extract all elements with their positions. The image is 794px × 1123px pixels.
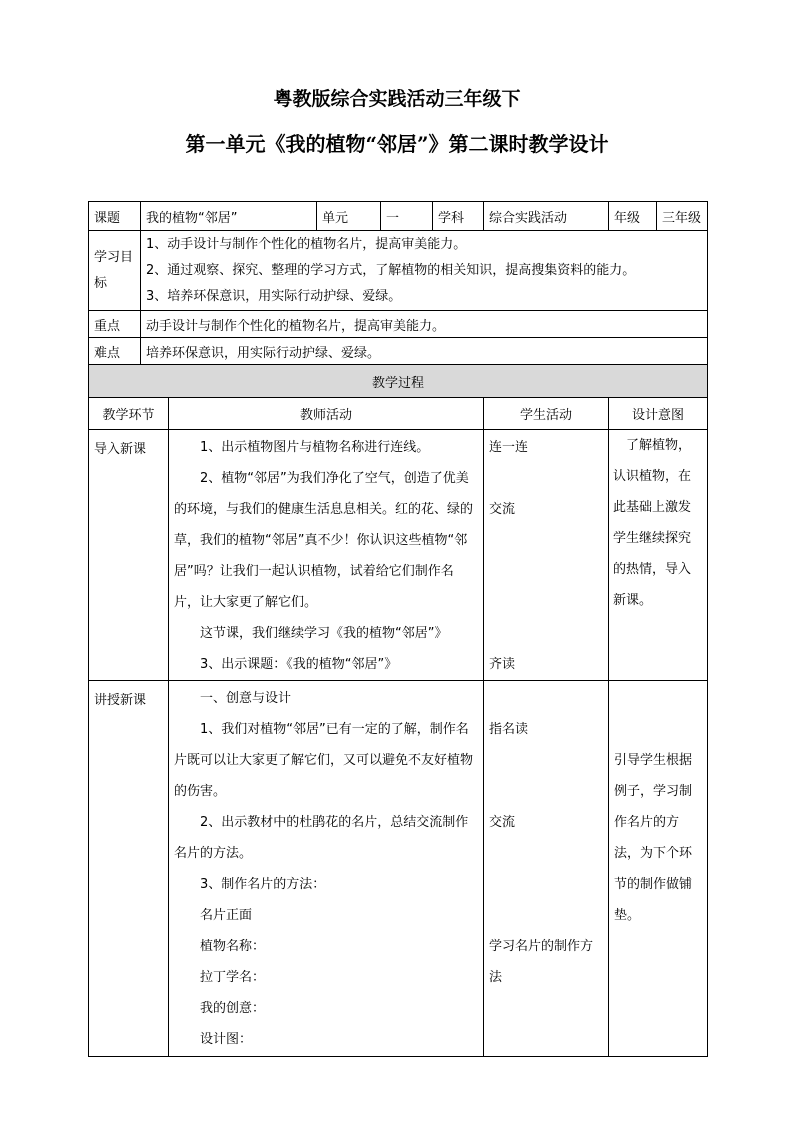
topic-label: 课题	[89, 202, 141, 231]
intro-row	[89, 430, 708, 681]
grade-label: 年级	[609, 202, 657, 231]
difficulty-row	[89, 338, 708, 365]
header-design: 设计意图	[609, 398, 708, 430]
document-subtitle: 第一单元《我的植物“邻居”》第二课时教学设计	[185, 132, 609, 156]
goal-item: 2、通过观察、探究、整理的学习方式，了解植物的相关知识，提高搜集资料的能力。	[146, 262, 636, 278]
keypoint-value: 动手设计与制作个性化的植物名片，提高审美能力。	[141, 311, 708, 338]
lecture-teacher-step: 2、出示教材中的杜鹃花的名片，总结交流制作名片的方法。	[174, 815, 469, 861]
card-field-creativity: 我的创意：	[200, 1001, 266, 1016]
document-title: 粤教版综合实践活动三年级下	[273, 88, 521, 110]
lecture-design-cell	[609, 681, 708, 1057]
lecture-student	[484, 681, 609, 1057]
lecture-stage: 讲授新课	[89, 681, 169, 1057]
lecture-student-activity: 交流	[489, 815, 516, 830]
lecture-student-activity: 指名读	[489, 722, 529, 737]
header-stage: 教学环节	[89, 398, 169, 430]
lecture-teacher-step: 一、创意与设计	[200, 691, 292, 706]
card-field-design: 设计图：	[200, 1032, 253, 1047]
difficulty-label: 难点	[89, 338, 141, 365]
intro-student-activity: 连一连	[489, 440, 529, 455]
lesson-plan-table	[88, 201, 708, 1057]
intro-student-activity: 交流	[489, 502, 516, 517]
goal-item: 3、培养环保意识，用实际行动护绿、爱绿。	[146, 288, 402, 304]
subject-value: 综合实践活动	[484, 202, 609, 231]
card-field-plant-name: 植物名称：	[200, 939, 266, 954]
process-title: 教学过程	[89, 365, 708, 398]
card-field-latin-name: 拉丁学名：	[200, 970, 266, 985]
header-teacher: 教师活动	[169, 398, 484, 430]
topic-value: 我的植物“邻居”	[141, 202, 317, 231]
intro-student-activity: 齐读	[489, 657, 516, 672]
unit-value: 一	[381, 202, 433, 231]
intro-teacher-step: 这节课，我们继续学习《我的植物“邻居”》	[200, 626, 448, 641]
lecture-teacher-step: 1、我们对植物“邻居”已有一定的了解，制作名片既可以让大家更了解它们，又可以避免不友好植物的伤害。	[174, 722, 474, 799]
intro-teacher	[169, 430, 484, 681]
intro-student	[484, 430, 609, 681]
keypoint-row	[89, 311, 708, 338]
lecture-teacher-step: 3、制作名片的方法：	[200, 877, 326, 892]
keypoint-label: 重点	[89, 311, 141, 338]
lecture-teacher	[169, 681, 484, 1057]
process-header-row	[89, 398, 708, 430]
lecture-row	[89, 681, 708, 1057]
intro-teacher-step: 3、出示课题：《我的植物“邻居”》	[200, 657, 398, 672]
process-title-row	[89, 365, 708, 398]
grade-value: 三年级	[657, 202, 708, 231]
unit-label: 单元	[317, 202, 381, 231]
lecture-student-activity: 学习名片的制作方法	[489, 939, 594, 985]
intro-design: 了解植物，认识植物，在此基础上激发学生继续探究的热情，导入新课。	[609, 430, 708, 681]
intro-stage: 导入新课	[89, 430, 169, 681]
intro-teacher-step: 2、植物“邻居”为我们净化了空气，创造了优美的环境，与我们的健康生活息息相关。红的花、绿的草，我们的植物“邻居”真不少！你认识这些植物“邻居”吗？让我们一起认识植物，试着给它们制作名片，让大家更了解它们。	[174, 471, 474, 610]
header-student: 学生活动	[484, 398, 609, 430]
goals-content	[141, 231, 708, 311]
difficulty-value: 培养环保意识，用实际行动护绿、爱绿。	[141, 338, 708, 365]
goals-row	[89, 231, 708, 311]
subject-label: 学科	[433, 202, 484, 231]
intro-teacher-step: 1、出示植物图片与植物名称进行连线。	[200, 440, 430, 455]
lecture-design: 引导学生根据例子，学习制作名片的方法，为下个环节的制作做铺垫。	[614, 753, 693, 923]
info-row	[89, 202, 708, 231]
goal-item: 1、动手设计与制作个性化的植物名片，提高审美能力。	[146, 236, 467, 252]
card-front-label: 名片正面	[200, 908, 253, 923]
goals-label: 学习目标	[89, 231, 141, 311]
